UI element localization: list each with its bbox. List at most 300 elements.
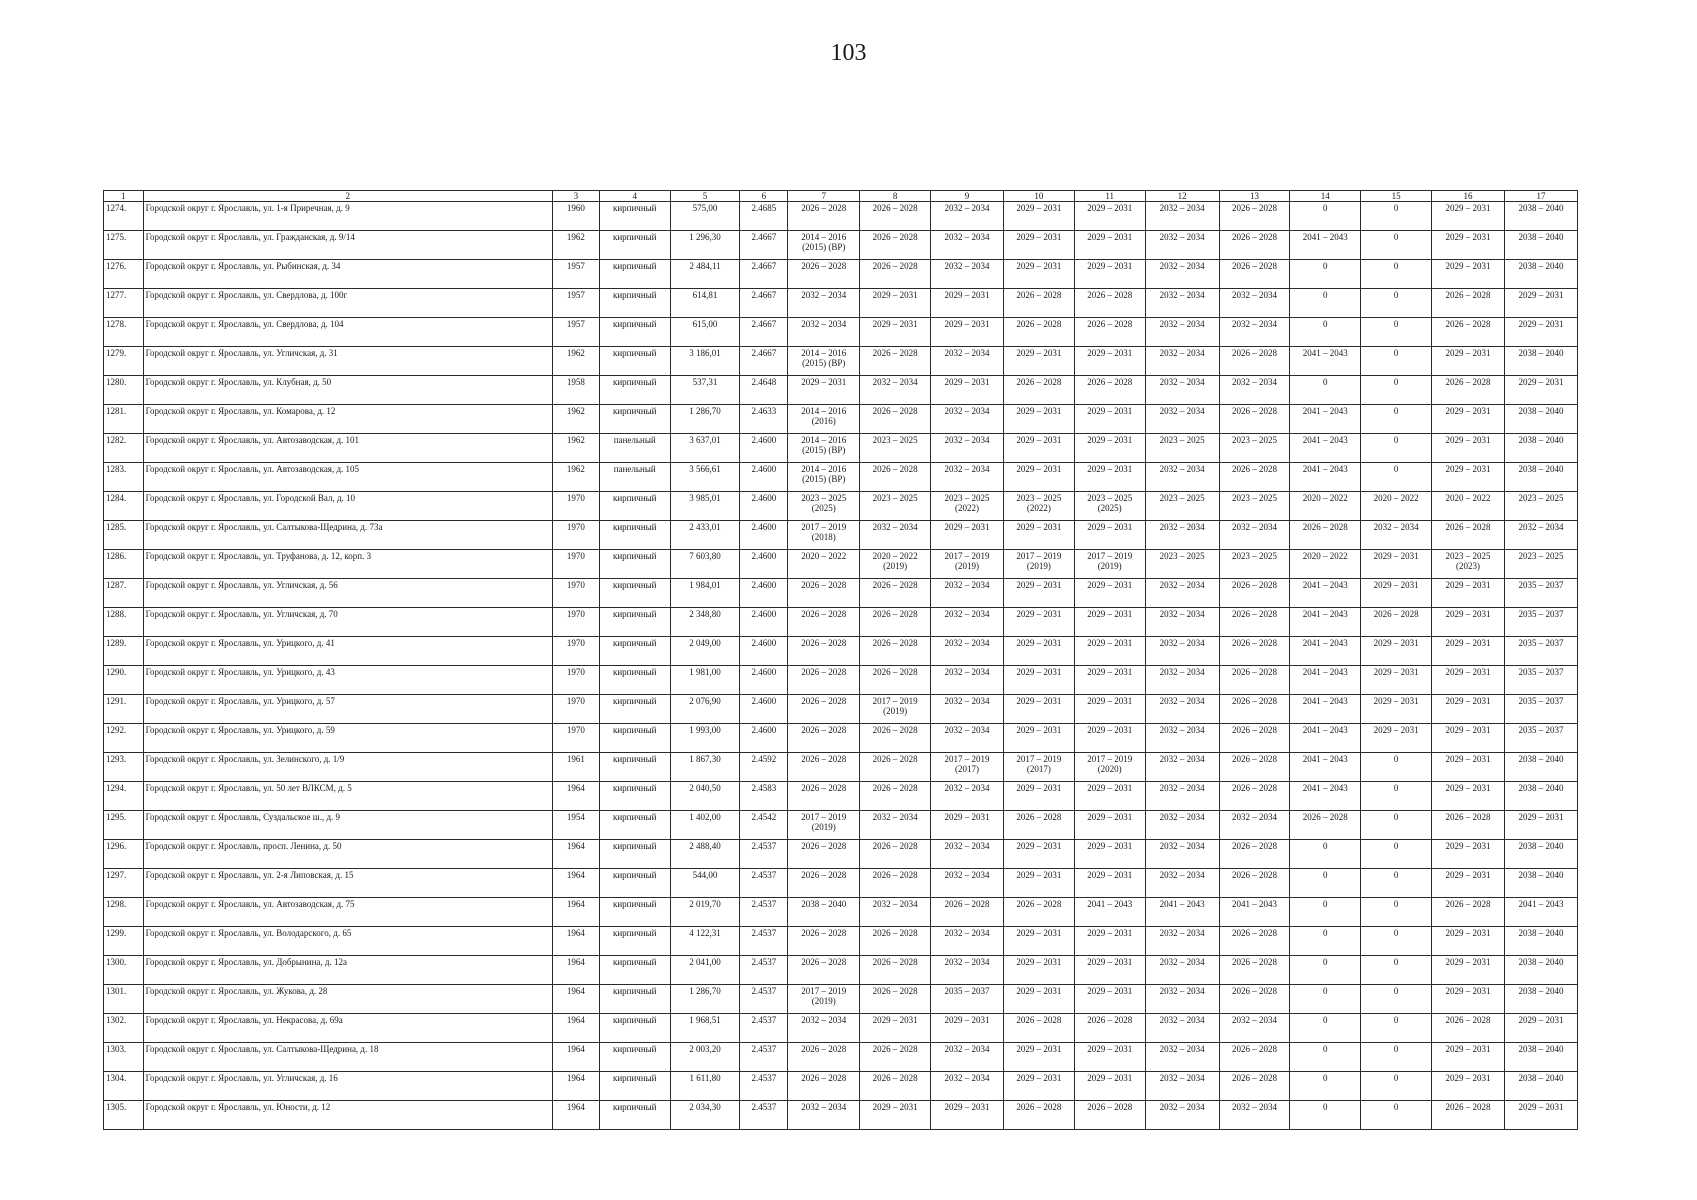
- table-row: [104, 1072, 1578, 1101]
- cell-period-17: 2038 – 2040: [1504, 956, 1577, 985]
- column-header-11: 11: [1074, 191, 1145, 202]
- cell-row-number: 1274.: [104, 202, 144, 231]
- cell-period-15: 0: [1361, 1101, 1432, 1130]
- cell-address: Городской округ г. Ярославль, ул. Зелинского, д. 1/9: [143, 753, 552, 782]
- cell-period-17: 2038 – 2040: [1504, 1072, 1577, 1101]
- cell-address: Городской округ г. Ярославль, ул. 50 лет ВЛКСМ, д. 5: [143, 782, 552, 811]
- cell-period-12: 2032 – 2034: [1145, 405, 1219, 434]
- cell-coefficient: 2.4600: [740, 492, 788, 521]
- cell-period-13: 2026 – 2028: [1219, 463, 1290, 492]
- cell-address: Городской округ г. Ярославль, ул. Автозаводская, д. 101: [143, 434, 552, 463]
- cell-area: 3 985,01: [670, 492, 740, 521]
- table-row: [104, 1101, 1578, 1130]
- cell-period-13: 2032 – 2034: [1219, 1101, 1290, 1130]
- cell-period-15: 0: [1361, 376, 1432, 405]
- cell-area: 1 286,70: [670, 985, 740, 1014]
- table-row: [104, 782, 1578, 811]
- cell-period-17: 2038 – 2040: [1504, 753, 1577, 782]
- cell-address: Городской округ г. Ярославль, ул. Гражданская, д. 9/14: [143, 231, 552, 260]
- cell-period-12: 2032 – 2034: [1145, 695, 1219, 724]
- cell-period-12: 2032 – 2034: [1145, 521, 1219, 550]
- column-header-17: 17: [1504, 191, 1577, 202]
- cell-address: Городской округ г. Ярославль, ул. Угличская, д. 56: [143, 579, 552, 608]
- cell-year-built: 1970: [552, 579, 599, 608]
- cell-coefficient: 2.4592: [740, 753, 788, 782]
- cell-year-built: 1962: [552, 434, 599, 463]
- cell-period-17: 2035 – 2037: [1504, 695, 1577, 724]
- cell-period-8: 2020 – 2022 (2019): [860, 550, 931, 579]
- cell-period-14: 0: [1290, 260, 1361, 289]
- cell-year-built: 1960: [552, 202, 599, 231]
- table-row: [104, 434, 1578, 463]
- cell-period-13: 2026 – 2028: [1219, 405, 1290, 434]
- cell-period-15: 0: [1361, 347, 1432, 376]
- cell-area: 2 484,11: [670, 260, 740, 289]
- cell-period-9: 2032 – 2034: [931, 840, 1004, 869]
- cell-period-17: 2038 – 2040: [1504, 260, 1577, 289]
- cell-wall-material: кирпичный: [599, 405, 670, 434]
- cell-year-built: 1970: [552, 724, 599, 753]
- cell-address: Городской округ г. Ярославль, ул. Свердлова, д. 104: [143, 318, 552, 347]
- cell-period-14: 0: [1290, 927, 1361, 956]
- cell-address: Городской округ г. Ярославль, ул. Угличская, д. 16: [143, 1072, 552, 1101]
- cell-period-17: 2029 – 2031: [1504, 1014, 1577, 1043]
- cell-period-11: 2017 – 2019 (2020): [1074, 753, 1145, 782]
- cell-period-9: 2032 – 2034: [931, 1072, 1004, 1101]
- cell-period-11: 2029 – 2031: [1074, 347, 1145, 376]
- cell-address: Городской округ г. Ярославль, ул. Клубная, д. 50: [143, 376, 552, 405]
- page-number: 103: [830, 40, 867, 66]
- cell-period-12: 2032 – 2034: [1145, 231, 1219, 260]
- cell-area: 3 186,01: [670, 347, 740, 376]
- cell-wall-material: кирпичный: [599, 492, 670, 521]
- cell-address: Городской округ г. Ярославль, ул. Рыбинская, д. 34: [143, 260, 552, 289]
- cell-year-built: 1970: [552, 608, 599, 637]
- cell-period-8: 2032 – 2034: [860, 898, 931, 927]
- cell-period-14: 2041 – 2043: [1290, 695, 1361, 724]
- table-row: [104, 1043, 1578, 1072]
- cell-period-9: 2032 – 2034: [931, 202, 1004, 231]
- cell-row-number: 1296.: [104, 840, 144, 869]
- cell-coefficient: 2.4667: [740, 231, 788, 260]
- cell-coefficient: 2.4583: [740, 782, 788, 811]
- table-header: [104, 191, 1578, 202]
- cell-period-8: 2026 – 2028: [860, 1043, 931, 1072]
- cell-period-13: 2041 – 2043: [1219, 898, 1290, 927]
- cell-row-number: 1303.: [104, 1043, 144, 1072]
- cell-address: Городской округ г. Ярославль, ул. Угличская, д. 70: [143, 608, 552, 637]
- cell-wall-material: кирпичный: [599, 521, 670, 550]
- cell-period-14: 2020 – 2022: [1290, 492, 1361, 521]
- cell-period-14: 0: [1290, 318, 1361, 347]
- cell-address: Городской округ г. Ярославль, ул. Автозаводская, д. 105: [143, 463, 552, 492]
- cell-period-9: 2032 – 2034: [931, 260, 1004, 289]
- cell-period-10: 2026 – 2028: [1003, 1014, 1074, 1043]
- cell-coefficient: 2.4648: [740, 376, 788, 405]
- cell-period-11: 2029 – 2031: [1074, 202, 1145, 231]
- cell-period-11: 2023 – 2025 (2025): [1074, 492, 1145, 521]
- cell-period-16: 2029 – 2031: [1432, 869, 1505, 898]
- cell-period-12: 2032 – 2034: [1145, 1014, 1219, 1043]
- cell-period-8: 2026 – 2028: [860, 927, 931, 956]
- cell-coefficient: 2.4600: [740, 463, 788, 492]
- column-header-9: 9: [931, 191, 1004, 202]
- cell-period-12: 2032 – 2034: [1145, 579, 1219, 608]
- cell-period-10: 2029 – 2031: [1003, 782, 1074, 811]
- cell-period-17: 2035 – 2037: [1504, 637, 1577, 666]
- cell-period-15: 2020 – 2022: [1361, 492, 1432, 521]
- cell-period-16: 2029 – 2031: [1432, 231, 1505, 260]
- cell-area: 1 968,51: [670, 1014, 740, 1043]
- cell-area: 1 867,30: [670, 753, 740, 782]
- cell-period-13: 2026 – 2028: [1219, 608, 1290, 637]
- cell-area: 7 603,80: [670, 550, 740, 579]
- cell-coefficient: 2.4685: [740, 202, 788, 231]
- cell-period-10: 2029 – 2031: [1003, 666, 1074, 695]
- cell-period-12: 2032 – 2034: [1145, 260, 1219, 289]
- cell-area: 2 019,70: [670, 898, 740, 927]
- cell-period-9: 2029 – 2031: [931, 521, 1004, 550]
- cell-coefficient: 2.4537: [740, 1014, 788, 1043]
- cell-period-13: 2026 – 2028: [1219, 260, 1290, 289]
- cell-period-14: 0: [1290, 1043, 1361, 1072]
- cell-period-11: 2029 – 2031: [1074, 840, 1145, 869]
- cell-period-17: 2029 – 2031: [1504, 318, 1577, 347]
- cell-period-16: 2029 – 2031: [1432, 1072, 1505, 1101]
- cell-area: 1 611,80: [670, 1072, 740, 1101]
- cell-period-15: 2029 – 2031: [1361, 579, 1432, 608]
- cell-coefficient: 2.4600: [740, 579, 788, 608]
- cell-period-10: 2029 – 2031: [1003, 260, 1074, 289]
- cell-period-12: 2032 – 2034: [1145, 608, 1219, 637]
- cell-period-7: 2032 – 2034: [788, 289, 860, 318]
- cell-period-7: 2026 – 2028: [788, 260, 860, 289]
- cell-wall-material: кирпичный: [599, 927, 670, 956]
- cell-address: Городской округ г. Ярославль, ул. Труфанова, д. 12, корп. 3: [143, 550, 552, 579]
- cell-wall-material: кирпичный: [599, 898, 670, 927]
- cell-period-15: 0: [1361, 811, 1432, 840]
- cell-period-12: 2032 – 2034: [1145, 376, 1219, 405]
- cell-period-15: 0: [1361, 289, 1432, 318]
- cell-period-17: 2038 – 2040: [1504, 347, 1577, 376]
- cell-area: 1 296,30: [670, 231, 740, 260]
- cell-period-7: 2014 – 2016 (2016): [788, 405, 860, 434]
- cell-coefficient: 2.4600: [740, 608, 788, 637]
- cell-wall-material: панельный: [599, 463, 670, 492]
- table-row: [104, 376, 1578, 405]
- cell-period-17: 2035 – 2037: [1504, 724, 1577, 753]
- cell-address: Городской округ г. Ярославль, ул. Свердлова, д. 100г: [143, 289, 552, 318]
- cell-period-13: 2023 – 2025: [1219, 492, 1290, 521]
- cell-period-15: 0: [1361, 434, 1432, 463]
- cell-wall-material: кирпичный: [599, 376, 670, 405]
- cell-period-7: 2023 – 2025 (2025): [788, 492, 860, 521]
- cell-period-10: 2029 – 2031: [1003, 956, 1074, 985]
- cell-period-14: 2041 – 2043: [1290, 434, 1361, 463]
- cell-row-number: 1285.: [104, 521, 144, 550]
- cell-period-17: 2038 – 2040: [1504, 869, 1577, 898]
- cell-address: Городской округ г. Ярославль, ул. Добрынина, д. 12а: [143, 956, 552, 985]
- cell-period-16: 2026 – 2028: [1432, 521, 1505, 550]
- cell-wall-material: кирпичный: [599, 869, 670, 898]
- cell-period-12: 2032 – 2034: [1145, 1072, 1219, 1101]
- cell-wall-material: кирпичный: [599, 1101, 670, 1130]
- cell-address: Городской округ г. Ярославль, ул. Урицкого, д. 43: [143, 666, 552, 695]
- cell-area: 544,00: [670, 869, 740, 898]
- cell-period-12: 2032 – 2034: [1145, 840, 1219, 869]
- cell-year-built: 1970: [552, 521, 599, 550]
- column-header-2: 2: [143, 191, 552, 202]
- cell-area: 1 286,70: [670, 405, 740, 434]
- cell-row-number: 1277.: [104, 289, 144, 318]
- cell-area: 575,00: [670, 202, 740, 231]
- cell-year-built: 1970: [552, 666, 599, 695]
- cell-period-8: 2026 – 2028: [860, 1072, 931, 1101]
- cell-period-13: 2032 – 2034: [1219, 521, 1290, 550]
- cell-period-13: 2023 – 2025: [1219, 550, 1290, 579]
- cell-period-9: 2032 – 2034: [931, 347, 1004, 376]
- cell-period-16: 2029 – 2031: [1432, 840, 1505, 869]
- cell-period-9: 2023 – 2025 (2022): [931, 492, 1004, 521]
- cell-period-10: 2029 – 2031: [1003, 463, 1074, 492]
- cell-coefficient: 2.4633: [740, 405, 788, 434]
- cell-period-11: 2029 – 2031: [1074, 637, 1145, 666]
- cell-row-number: 1293.: [104, 753, 144, 782]
- cell-period-15: 0: [1361, 956, 1432, 985]
- table-row: [104, 521, 1578, 550]
- cell-address: Городской округ г. Ярославль, просп. Ленина, д. 50: [143, 840, 552, 869]
- cell-row-number: 1275.: [104, 231, 144, 260]
- cell-period-15: 0: [1361, 927, 1432, 956]
- cell-period-15: 0: [1361, 202, 1432, 231]
- cell-period-7: 2029 – 2031: [788, 376, 860, 405]
- cell-period-13: 2032 – 2034: [1219, 1014, 1290, 1043]
- cell-period-11: 2029 – 2031: [1074, 1072, 1145, 1101]
- cell-coefficient: 2.4537: [740, 985, 788, 1014]
- cell-year-built: 1964: [552, 1043, 599, 1072]
- cell-period-14: 2026 – 2028: [1290, 811, 1361, 840]
- cell-year-built: 1957: [552, 318, 599, 347]
- cell-period-14: 2020 – 2022: [1290, 550, 1361, 579]
- cell-row-number: 1299.: [104, 927, 144, 956]
- cell-year-built: 1970: [552, 550, 599, 579]
- cell-period-17: 2023 – 2025: [1504, 550, 1577, 579]
- cell-period-9: 2032 – 2034: [931, 869, 1004, 898]
- cell-period-14: 0: [1290, 376, 1361, 405]
- cell-period-9: 2026 – 2028: [931, 898, 1004, 927]
- cell-period-17: 2038 – 2040: [1504, 782, 1577, 811]
- cell-period-8: 2026 – 2028: [860, 869, 931, 898]
- cell-area: 2 040,50: [670, 782, 740, 811]
- cell-period-16: 2029 – 2031: [1432, 753, 1505, 782]
- cell-area: 2 348,80: [670, 608, 740, 637]
- cell-period-9: 2029 – 2031: [931, 1014, 1004, 1043]
- cell-address: Городской округ г. Ярославль, ул. Салтыкова-Щедрина, д. 73а: [143, 521, 552, 550]
- cell-period-17: 2029 – 2031: [1504, 376, 1577, 405]
- cell-period-12: 2041 – 2043: [1145, 898, 1219, 927]
- cell-period-7: 2026 – 2028: [788, 869, 860, 898]
- cell-period-9: 2032 – 2034: [931, 405, 1004, 434]
- cell-period-12: 2032 – 2034: [1145, 347, 1219, 376]
- cell-wall-material: кирпичный: [599, 985, 670, 1014]
- cell-period-11: 2026 – 2028: [1074, 289, 1145, 318]
- cell-period-7: 2026 – 2028: [788, 956, 860, 985]
- cell-wall-material: кирпичный: [599, 840, 670, 869]
- cell-period-17: 2029 – 2031: [1504, 289, 1577, 318]
- cell-address: Городской округ г. Ярославль, ул. 1-я Приречная, д. 9: [143, 202, 552, 231]
- cell-period-7: 2026 – 2028: [788, 608, 860, 637]
- cell-period-12: 2032 – 2034: [1145, 202, 1219, 231]
- cell-period-10: 2017 – 2019 (2017): [1003, 753, 1074, 782]
- cell-period-16: 2026 – 2028: [1432, 898, 1505, 927]
- cell-period-13: 2026 – 2028: [1219, 637, 1290, 666]
- cell-period-15: 0: [1361, 898, 1432, 927]
- cell-period-8: 2032 – 2034: [860, 521, 931, 550]
- table-row: [104, 666, 1578, 695]
- table-row: [104, 347, 1578, 376]
- cell-period-11: 2029 – 2031: [1074, 463, 1145, 492]
- cell-period-17: 2038 – 2040: [1504, 985, 1577, 1014]
- cell-year-built: 1962: [552, 347, 599, 376]
- cell-period-14: 0: [1290, 985, 1361, 1014]
- cell-period-9: 2032 – 2034: [931, 1043, 1004, 1072]
- cell-period-10: 2026 – 2028: [1003, 811, 1074, 840]
- cell-period-17: 2035 – 2037: [1504, 579, 1577, 608]
- cell-area: 4 122,31: [670, 927, 740, 956]
- cell-period-7: 2032 – 2034: [788, 318, 860, 347]
- cell-period-9: 2032 – 2034: [931, 434, 1004, 463]
- cell-row-number: 1300.: [104, 956, 144, 985]
- cell-period-13: 2026 – 2028: [1219, 231, 1290, 260]
- cell-period-16: 2029 – 2031: [1432, 260, 1505, 289]
- cell-period-9: 2029 – 2031: [931, 376, 1004, 405]
- cell-period-12: 2032 – 2034: [1145, 637, 1219, 666]
- cell-wall-material: кирпичный: [599, 347, 670, 376]
- cell-period-11: 2026 – 2028: [1074, 1101, 1145, 1130]
- cell-coefficient: 2.4537: [740, 927, 788, 956]
- column-header-16: 16: [1432, 191, 1505, 202]
- table-row: [104, 927, 1578, 956]
- column-header-15: 15: [1361, 191, 1432, 202]
- cell-address: Городской округ г. Ярославль, ул. Урицкого, д. 41: [143, 637, 552, 666]
- cell-wall-material: кирпичный: [599, 695, 670, 724]
- table-row: [104, 202, 1578, 231]
- cell-period-16: 2026 – 2028: [1432, 376, 1505, 405]
- column-header-7: 7: [788, 191, 860, 202]
- cell-area: 2 433,01: [670, 521, 740, 550]
- cell-period-7: 2026 – 2028: [788, 579, 860, 608]
- cell-period-16: 2023 – 2025 (2023): [1432, 550, 1505, 579]
- cell-period-8: 2026 – 2028: [860, 637, 931, 666]
- cell-period-7: 2020 – 2022: [788, 550, 860, 579]
- cell-period-11: 2029 – 2031: [1074, 956, 1145, 985]
- cell-period-12: 2032 – 2034: [1145, 869, 1219, 898]
- cell-year-built: 1964: [552, 927, 599, 956]
- cell-period-13: 2032 – 2034: [1219, 811, 1290, 840]
- schedule-table: [103, 190, 1578, 1130]
- table-row: [104, 753, 1578, 782]
- cell-period-15: 0: [1361, 318, 1432, 347]
- cell-period-15: 2029 – 2031: [1361, 695, 1432, 724]
- cell-period-12: 2032 – 2034: [1145, 927, 1219, 956]
- cell-period-14: 0: [1290, 898, 1361, 927]
- cell-period-13: 2026 – 2028: [1219, 666, 1290, 695]
- cell-period-11: 2029 – 2031: [1074, 666, 1145, 695]
- table-row: [104, 260, 1578, 289]
- cell-coefficient: 2.4537: [740, 869, 788, 898]
- cell-period-17: 2038 – 2040: [1504, 434, 1577, 463]
- cell-period-14: 2041 – 2043: [1290, 753, 1361, 782]
- cell-period-11: 2029 – 2031: [1074, 231, 1145, 260]
- table-row: [104, 840, 1578, 869]
- cell-year-built: 1962: [552, 463, 599, 492]
- cell-period-14: 0: [1290, 289, 1361, 318]
- cell-wall-material: кирпичный: [599, 811, 670, 840]
- column-header-3: 3: [552, 191, 599, 202]
- cell-period-14: 0: [1290, 1072, 1361, 1101]
- cell-period-12: 2032 – 2034: [1145, 985, 1219, 1014]
- cell-row-number: 1280.: [104, 376, 144, 405]
- cell-period-9: 2029 – 2031: [931, 318, 1004, 347]
- cell-wall-material: кирпичный: [599, 724, 670, 753]
- cell-period-17: 2038 – 2040: [1504, 405, 1577, 434]
- cell-period-9: 2032 – 2034: [931, 724, 1004, 753]
- cell-period-12: 2032 – 2034: [1145, 811, 1219, 840]
- cell-year-built: 1970: [552, 637, 599, 666]
- cell-period-7: 2014 – 2016 (2015) (ВР): [788, 434, 860, 463]
- cell-period-17: 2038 – 2040: [1504, 1043, 1577, 1072]
- cell-year-built: 1964: [552, 898, 599, 927]
- cell-period-14: 2026 – 2028: [1290, 521, 1361, 550]
- cell-row-number: 1295.: [104, 811, 144, 840]
- cell-address: Городской округ г. Ярославль, Суздальское ш., д. 9: [143, 811, 552, 840]
- cell-period-13: 2026 – 2028: [1219, 695, 1290, 724]
- cell-period-9: 2032 – 2034: [931, 231, 1004, 260]
- cell-address: Городской округ г. Ярославль, ул. Юности, д. 12: [143, 1101, 552, 1130]
- cell-coefficient: 2.4600: [740, 695, 788, 724]
- cell-area: 1 984,01: [670, 579, 740, 608]
- table-row: [104, 579, 1578, 608]
- cell-period-9: 2017 – 2019 (2017): [931, 753, 1004, 782]
- cell-period-16: 2029 – 2031: [1432, 956, 1505, 985]
- cell-period-10: 2026 – 2028: [1003, 318, 1074, 347]
- cell-period-7: 2026 – 2028: [788, 666, 860, 695]
- cell-address: Городской округ г. Ярославль, ул. 2-я Липовская, д. 15: [143, 869, 552, 898]
- cell-period-11: 2029 – 2031: [1074, 260, 1145, 289]
- cell-coefficient: 2.4600: [740, 637, 788, 666]
- cell-period-16: 2029 – 2031: [1432, 434, 1505, 463]
- cell-period-7: 2014 – 2016 (2015) (ВР): [788, 347, 860, 376]
- cell-period-9: 2032 – 2034: [931, 695, 1004, 724]
- cell-period-14: 2041 – 2043: [1290, 608, 1361, 637]
- cell-wall-material: кирпичный: [599, 637, 670, 666]
- cell-wall-material: кирпичный: [599, 666, 670, 695]
- table-row: [104, 724, 1578, 753]
- cell-wall-material: кирпичный: [599, 608, 670, 637]
- cell-wall-material: кирпичный: [599, 202, 670, 231]
- cell-period-16: 2029 – 2031: [1432, 579, 1505, 608]
- cell-row-number: 1279.: [104, 347, 144, 376]
- cell-period-7: 2026 – 2028: [788, 724, 860, 753]
- cell-coefficient: 2.4667: [740, 318, 788, 347]
- cell-period-14: 2041 – 2043: [1290, 724, 1361, 753]
- cell-period-9: 2035 – 2037: [931, 985, 1004, 1014]
- cell-coefficient: 2.4537: [740, 840, 788, 869]
- cell-area: 2 003,20: [670, 1043, 740, 1072]
- cell-period-9: 2032 – 2034: [931, 666, 1004, 695]
- cell-coefficient: 2.4600: [740, 434, 788, 463]
- cell-period-13: 2026 – 2028: [1219, 869, 1290, 898]
